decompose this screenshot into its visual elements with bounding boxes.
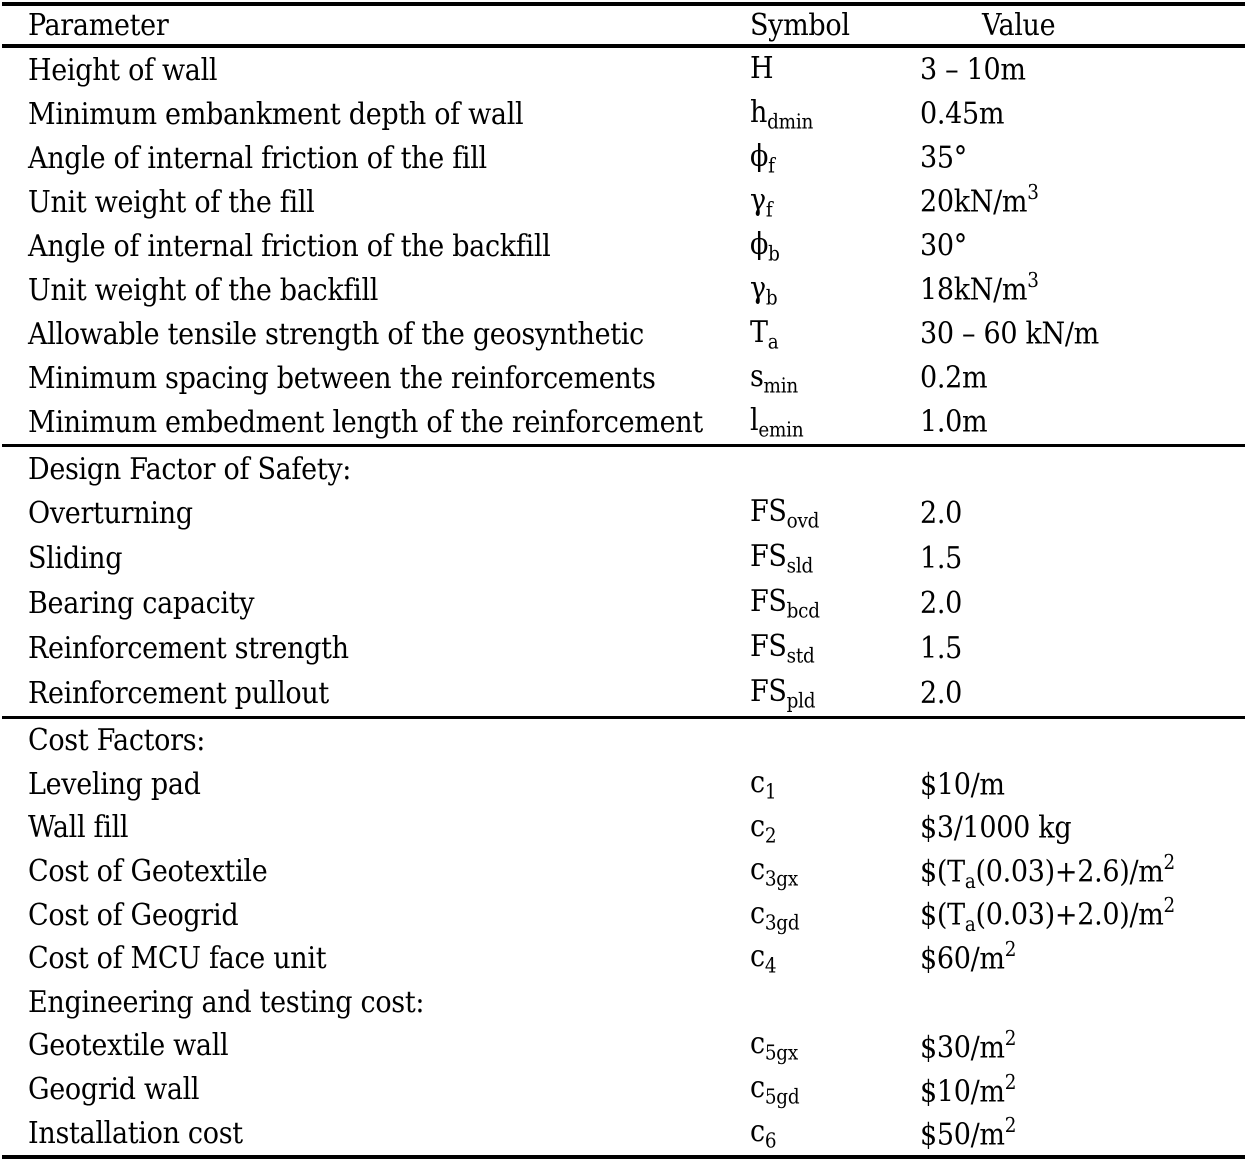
symbol-subscript: 3gx: [764, 866, 798, 891]
value-text: $10/m: [920, 1074, 1005, 1110]
symbol-base: c: [750, 764, 765, 800]
symbol-subscript: b: [768, 241, 780, 266]
symbol-subscript: ovd: [786, 508, 820, 533]
symbol-subscript: sld: [786, 553, 814, 578]
table-row: [0, 400, 1247, 444]
section-heading-cost-factors: Cost Factors:: [28, 723, 206, 759]
value-text: $(T: [920, 854, 965, 890]
symbol-subscript: std: [786, 643, 815, 668]
parameter-cell: Geotextile wall: [28, 1028, 229, 1064]
value-text: 1.5: [920, 631, 963, 666]
value-superscript: 2: [1004, 1113, 1017, 1138]
symbol-subscript: 5gd: [764, 1084, 800, 1109]
value-cell: [920, 225, 1247, 267]
table-header-row: [0, 6, 1247, 44]
value-subscript: a: [964, 912, 976, 937]
symbol-base: T: [750, 314, 768, 350]
symbol-cell: [750, 766, 920, 803]
symbol-base: c: [750, 808, 765, 844]
parameter-cell: Bearing capacity: [28, 586, 255, 621]
value-text: 2.0: [920, 586, 963, 621]
table-row: [0, 356, 1247, 400]
value-text: $3/1000 kg: [920, 810, 1072, 846]
parameter-cell: Wall fill: [28, 810, 129, 846]
table-row: [0, 850, 1247, 894]
symbol-subscript: pld: [786, 688, 816, 713]
value-cell: [920, 137, 1247, 179]
value-cell: [920, 894, 1247, 936]
value-superscript: 2: [1004, 936, 1017, 961]
symbol-subscript: f: [768, 153, 775, 178]
table-row: [0, 763, 1247, 807]
table-row: [0, 312, 1247, 356]
value-cell: [920, 269, 1247, 311]
value-cell: [920, 542, 1247, 575]
parameter-cell: Overturning: [28, 496, 193, 531]
table-row: [0, 937, 1247, 981]
symbol-base: c: [750, 1070, 765, 1106]
parameter-cell: Minimum spacing between the reinforcements: [28, 360, 656, 396]
symbol-subscript: 6: [764, 1128, 777, 1153]
symbol-base: γ: [750, 182, 766, 218]
value-text: 18kN/m: [920, 272, 1028, 308]
value-superscript: 2: [1004, 1026, 1017, 1051]
value-text: 1.0m: [920, 404, 988, 440]
table-bottom-rule: [2, 1155, 1245, 1159]
symbol-base: γ: [750, 270, 766, 306]
value-text: 30°: [920, 228, 967, 264]
value-cell: [920, 49, 1247, 91]
symbol-subscript: 1: [764, 779, 777, 804]
parameter-cell: Minimum embedment length of the reinforcement: [28, 404, 703, 440]
symbol-subscript: dmin: [767, 109, 814, 134]
table-row: [0, 1024, 1247, 1068]
symbol-base: FS: [750, 494, 787, 530]
parameter-cell: Angle of internal friction of the fill: [28, 140, 487, 176]
value-superscript: 2: [1163, 849, 1176, 874]
table-row: [0, 581, 1247, 626]
value-text: $50/m: [920, 1117, 1005, 1153]
value-text-2: (0.03)+2.6)/m: [975, 854, 1164, 890]
parameter-cell: Leveling pad: [28, 766, 201, 802]
symbol-cell: [750, 96, 920, 133]
table-row: [0, 180, 1247, 224]
symbol-subscript: 3gd: [764, 910, 800, 935]
symbol-cell: [750, 228, 920, 265]
symbol-cell: [750, 630, 920, 667]
symbol-cell: [750, 184, 920, 221]
column-header-value: Value: [982, 7, 1056, 43]
symbol-subscript: min: [763, 373, 799, 398]
table-row: [0, 48, 1247, 92]
value-cell: [920, 1114, 1247, 1152]
symbol-subscript: 5gx: [764, 1040, 798, 1065]
symbol-base: c: [750, 852, 765, 888]
section-subheading-engineering-testing: Engineering and testing cost:: [28, 984, 425, 1020]
value-text: $(T: [920, 898, 965, 934]
symbol-base: FS: [750, 539, 787, 575]
parameter-cell: Reinforcement strength: [28, 631, 349, 666]
symbol-subscript: 2: [764, 823, 777, 848]
value-cell: [920, 1027, 1247, 1065]
symbol-cell: [750, 52, 920, 89]
table-row: [0, 671, 1247, 716]
value-text: 0.45m: [920, 96, 1005, 132]
value-text: $10/m: [920, 767, 1005, 803]
symbol-cell: [750, 940, 920, 977]
symbol-base: c: [750, 1113, 765, 1149]
symbol-base: h: [750, 94, 768, 130]
value-superscript: 2: [1163, 893, 1176, 918]
table-row: [0, 1111, 1247, 1155]
value-subscript: a: [964, 868, 976, 893]
value-superscript: 3: [1027, 180, 1039, 205]
symbol-cell: [750, 495, 920, 532]
symbol-cell: [750, 272, 920, 309]
value-text: 1.5: [920, 541, 963, 576]
table-row: [0, 136, 1247, 180]
parameter-cell: Installation cost: [28, 1115, 243, 1151]
symbol-base: c: [750, 1026, 765, 1062]
symbol-subscript: 4: [764, 953, 777, 978]
symbol-base: ϕ: [750, 226, 769, 262]
table-row: [0, 536, 1247, 581]
symbol-cell: [750, 897, 920, 934]
symbol-cell: [750, 540, 920, 577]
parameter-cell: Unit weight of the fill: [28, 184, 315, 220]
symbol-base: H: [750, 50, 774, 86]
value-cell: [920, 632, 1247, 665]
value-text: 2.0: [920, 496, 963, 531]
parameter-cell: Minimum embankment depth of wall: [28, 96, 524, 132]
table-row: [0, 626, 1247, 671]
value-text: 2.0: [920, 676, 963, 711]
value-superscript: 2: [1004, 1069, 1017, 1094]
parameter-cell: Geogrid wall: [28, 1072, 200, 1108]
value-cell: [920, 807, 1247, 849]
symbol-subscript: bcd: [786, 598, 820, 623]
symbol-subscript: a: [767, 329, 779, 354]
value-text: 35°: [920, 140, 967, 176]
symbol-cell: [750, 1071, 920, 1108]
value-text: 3 – 10m: [920, 52, 1026, 88]
table-row: [0, 491, 1247, 536]
value-cell: [920, 764, 1247, 806]
parameter-cell: Angle of internal friction of the backfill: [28, 228, 551, 264]
section-subheading-row: [0, 981, 1247, 1025]
symbol-base: ϕ: [750, 138, 769, 174]
table-row: [0, 268, 1247, 312]
value-cell: [920, 851, 1247, 893]
symbol-cell: [750, 360, 920, 397]
symbol-cell: [750, 1027, 920, 1064]
symbol-cell: [750, 810, 920, 847]
parameter-cell: Cost of Geogrid: [28, 897, 239, 933]
parameter-cell: Cost of MCU face unit: [28, 941, 327, 977]
symbol-cell: [750, 1115, 920, 1152]
column-header-parameter: Parameter: [28, 7, 169, 43]
column-header-symbol: Symbol: [750, 7, 850, 43]
section-heading-design-fos: Design Factor of Safety:: [28, 451, 352, 487]
value-text: 30 – 60 kN/m: [920, 316, 1099, 352]
symbol-cell: [750, 675, 920, 712]
symbol-base: c: [750, 895, 765, 931]
parameter-cell: Sliding: [28, 541, 123, 576]
symbol-base: l: [750, 402, 759, 438]
symbol-subscript: emin: [758, 417, 804, 442]
value-cell: [920, 587, 1247, 620]
symbol-subscript: f: [765, 197, 773, 222]
value-cell: [920, 401, 1247, 443]
value-cell: [920, 497, 1247, 530]
value-cell: [920, 181, 1247, 223]
symbol-base: c: [750, 939, 765, 975]
value-text: $30/m: [920, 1030, 1005, 1066]
symbol-cell: [750, 404, 920, 441]
value-text: 0.2m: [920, 360, 988, 396]
parameter-cell: Height of wall: [28, 52, 218, 88]
value-cell: [920, 1071, 1247, 1109]
section-parameters: [0, 48, 1247, 444]
section-heading-row: [0, 447, 1247, 491]
parameter-cell: Unit weight of the backfill: [28, 272, 379, 308]
table-row: [0, 1068, 1247, 1112]
parameter-cell: Cost of Geotextile: [28, 854, 268, 890]
table-row: [0, 92, 1247, 136]
table-row: [0, 893, 1247, 937]
table-row: [0, 806, 1247, 850]
value-cell: [920, 677, 1247, 710]
symbol-cell: [750, 316, 920, 353]
section-heading-row: [0, 719, 1247, 763]
value-text: $60/m: [920, 941, 1005, 977]
value-superscript: 3: [1027, 268, 1039, 293]
value-cell: [920, 357, 1247, 399]
symbol-cell: [750, 853, 920, 890]
value-cell: [920, 313, 1247, 355]
symbol-base: FS: [750, 584, 787, 620]
symbol-subscript: b: [765, 285, 778, 310]
value-cell: [920, 93, 1247, 135]
parameter-cell: Allowable tensile strength of the geosynthetic: [28, 316, 644, 352]
value-text: 20kN/m: [920, 184, 1028, 220]
value-text-2: (0.03)+2.0)/m: [975, 898, 1164, 934]
section-factors-of-safety: [0, 447, 1247, 716]
symbol-cell: [750, 140, 920, 177]
symbol-base: s: [750, 358, 764, 394]
table-row: [0, 224, 1247, 268]
symbol-base: FS: [750, 674, 787, 710]
symbol-base: FS: [750, 629, 787, 665]
symbol-cell: [750, 585, 920, 622]
parameter-cell: Reinforcement pullout: [28, 676, 329, 711]
value-cell: [920, 938, 1247, 980]
section-cost-factors: [0, 719, 1247, 1155]
